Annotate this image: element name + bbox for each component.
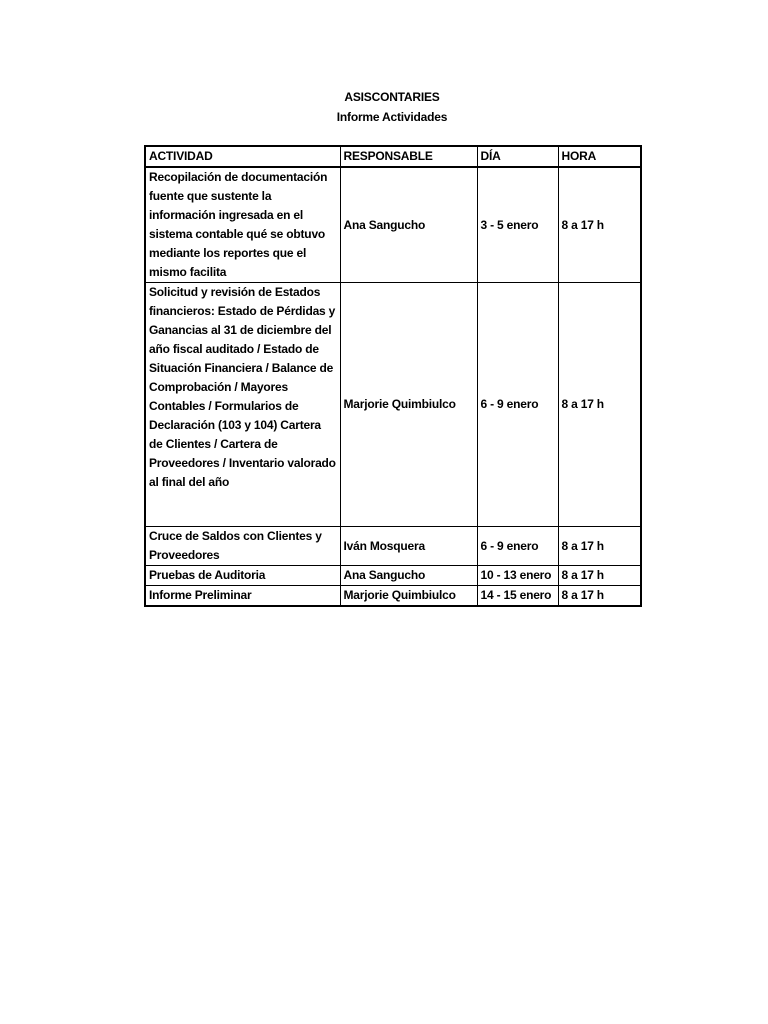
cell-responsable: Marjorie Quimbiulco: [340, 586, 477, 607]
table-row: [145, 566, 641, 586]
table-row: [145, 167, 641, 283]
cell-dia: 3 - 5 enero: [477, 167, 558, 283]
cell-hora: 8 a 17 h: [558, 283, 641, 527]
cell-hora: 8 a 17 h: [558, 527, 641, 566]
cell-hora: 8 a 17 h: [558, 566, 641, 586]
table-row: [145, 283, 641, 527]
cell-actividad: Pruebas de Auditoria: [145, 566, 340, 586]
column-header-hora: HORA: [558, 146, 641, 167]
cell-actividad: Informe Preliminar: [145, 586, 340, 607]
cell-actividad: Solicitud y revisión de Estados financieros: Estado de Pérdidas y Ganancias al 31 de diciembre del año fiscal auditado / Estado de Situación Financiera / Balance de Comprobación / Mayores Contables / Formularios de Declaración (103 y 104) Cartera de Clientes / Cartera de Proveedores / Inventario valorado al final del año: [145, 283, 340, 527]
cell-dia: 10 - 13 enero: [477, 566, 558, 586]
column-header-responsable: RESPONSABLE: [340, 146, 477, 167]
cell-hora: 8 a 17 h: [558, 167, 641, 283]
cell-responsable: Iván Mosquera: [340, 527, 477, 566]
cell-actividad: Recopilación de documentación fuente que sustente la información ingresada en el sistema contable qué se obtuvo mediante los reportes que el mismo facilita: [145, 167, 340, 283]
cell-dia: 14 - 15 enero: [477, 586, 558, 607]
cell-responsable: Ana Sangucho: [340, 566, 477, 586]
cell-hora: 8 a 17 h: [558, 586, 641, 607]
report-subtitle: Informe Actividades: [336, 110, 448, 124]
table-header-row: [145, 146, 641, 167]
column-header-actividad: ACTIVIDAD: [145, 146, 340, 167]
cell-actividad: Cruce de Saldos con Clientes y Proveedores: [145, 527, 340, 566]
cell-dia: 6 - 9 enero: [477, 527, 558, 566]
table-row: [145, 527, 641, 566]
cell-dia: 6 - 9 enero: [477, 283, 558, 527]
activities-table: [144, 145, 642, 607]
company-title: ASISCONTARIES: [344, 90, 440, 104]
column-header-dia: DÍA: [477, 146, 558, 167]
cell-responsable: Marjorie Quimbiulco: [340, 283, 477, 527]
table-row: [145, 586, 641, 607]
cell-responsable: Ana Sangucho: [340, 167, 477, 283]
